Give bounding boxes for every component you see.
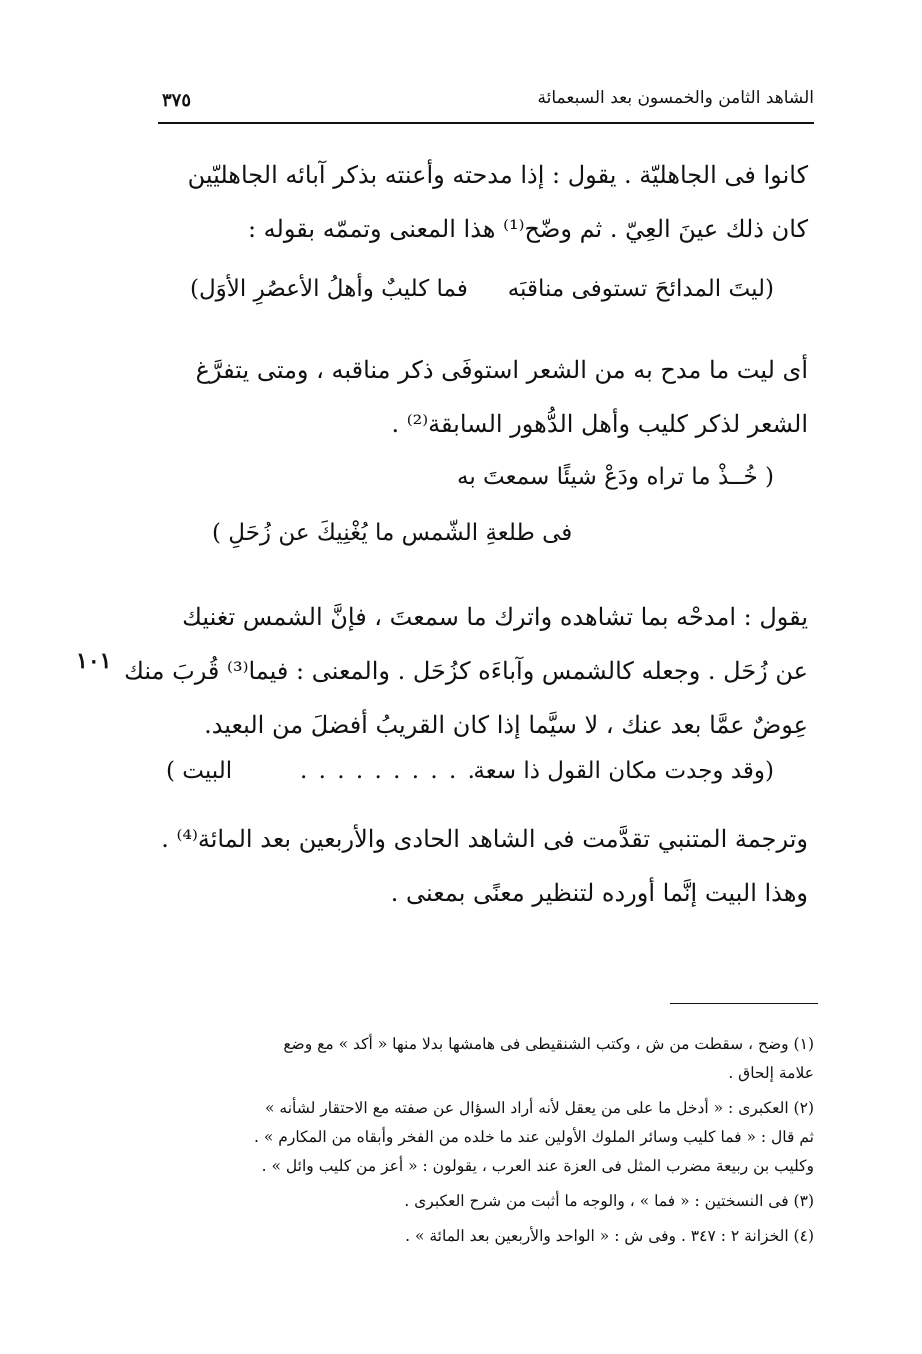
footnote-3 xyxy=(164,1187,814,1216)
paragraph-3 xyxy=(124,590,808,752)
paragraph-2 xyxy=(164,343,808,451)
footnote-line: (١) وضح ، سقطت من ش ، وكتب الشنقيطى فى هامشها بدلا منها « أكد » مع وضع xyxy=(283,1035,814,1053)
verse-3-first-hemistich: (وقد وجدت مكان القول ذا سعة xyxy=(473,758,774,784)
text-line: وترجمة المتنبي تقدَّمت فى الشاهد الحادى والأربعين بعد المائة⁽⁴⁾ . xyxy=(161,825,808,853)
page-header xyxy=(158,86,814,124)
verse-2-second-hemistich: فى طلعةِ الشّمس ما يُغْنِيكَ عن زُحَلِ ) xyxy=(212,520,573,546)
page-number: ٣٧٥ xyxy=(162,90,192,111)
text-line: كان ذلك عينَ العِيّ . ثم وضّح⁽¹⁾ هذا المعنى وتممّه بقوله : xyxy=(247,215,808,243)
footnote-separator xyxy=(670,1003,818,1004)
footnotes xyxy=(164,1030,814,1257)
footnote-4 xyxy=(164,1222,814,1251)
footnote-1 xyxy=(164,1030,814,1088)
text-line: كانوا فى الجاهليّة . يقول : إذا مدحته وأعنته بذكر آبائه الجاهليّين xyxy=(187,161,808,189)
footnote-line: (٢) العكبرى : « أدخل ما على من يعقل لأنه أراد السؤال عن صفته مع الاحتقار لشأنه » xyxy=(265,1099,814,1117)
footnote-line: ثم قال : « فما كليب وسائر الملوك الأولين عند ما خلده من الفخر وأبقاه من المكارم » . xyxy=(254,1128,814,1146)
paragraph-4 xyxy=(161,812,808,920)
footnote-line: (٣) فى النسختين : « فما » ، والوجه ما أثبت من شرح العكبرى . xyxy=(404,1192,814,1210)
footnote-line: (٤) الخزانة ٢ : ٣٤٧ . وفى ش : « الواحد والأربعين بعد المائة » . xyxy=(405,1227,814,1245)
text-line: عن زُحَل . وجعله كالشمس وآباءَه كزُحَل . والمعنى : فيما⁽³⁾ قُربَ منك xyxy=(124,657,808,685)
text-line: وهذا البيت إنَّما أورده لتنظير معنًى بمعنى . xyxy=(390,879,808,907)
text-line: عِوضٌ عمَّا بعد عنك ، لا سيَّما إذا كان القريبُ أفضلَ من البعيد. xyxy=(204,711,808,739)
verse-2-first-hemistich: ( خُــذْ ما تراه ودَعْ شيئًا سمعتَ به xyxy=(457,464,774,490)
running-head: الشاهد الثامن والخمسون بعد السبعمائة xyxy=(537,88,814,108)
text-line: يقول : امدحْه بما تشاهده واترك ما سمعتَ ، فإنَّ الشمس تغنيك xyxy=(182,603,808,631)
verse-1-second-hemistich: فما كليبٌ وأهلُ الأعصُرِ الأوَل) xyxy=(190,276,468,302)
text-line: أى ليت ما مدح به من الشعر استوفَى ذكر مناقبه ، ومتى يتفرَّغ xyxy=(195,356,808,384)
verse-3-second-hemistich: البيت ) xyxy=(166,758,233,784)
footnote-2 xyxy=(164,1094,814,1181)
verse-1-first-hemistich: (ليتَ المدائحَ تستوفى مناقبَه xyxy=(507,276,774,302)
verse-3-ellipsis: . . . . . . . . . . . . xyxy=(300,758,515,784)
footnote-line: علامة إلحاق . xyxy=(728,1064,814,1082)
paragraph-1 xyxy=(164,148,808,256)
footnote-line: وكليب بن ربيعة مضرب المثل فى العزة عند العرب ، يقولون : « أعز من كليب وائل » . xyxy=(261,1157,814,1175)
margin-number: ١٠١ xyxy=(76,648,112,674)
text-line: الشعر لذكر كليب وأهل الدُّهور السابقة⁽²⁾ . xyxy=(391,410,808,438)
